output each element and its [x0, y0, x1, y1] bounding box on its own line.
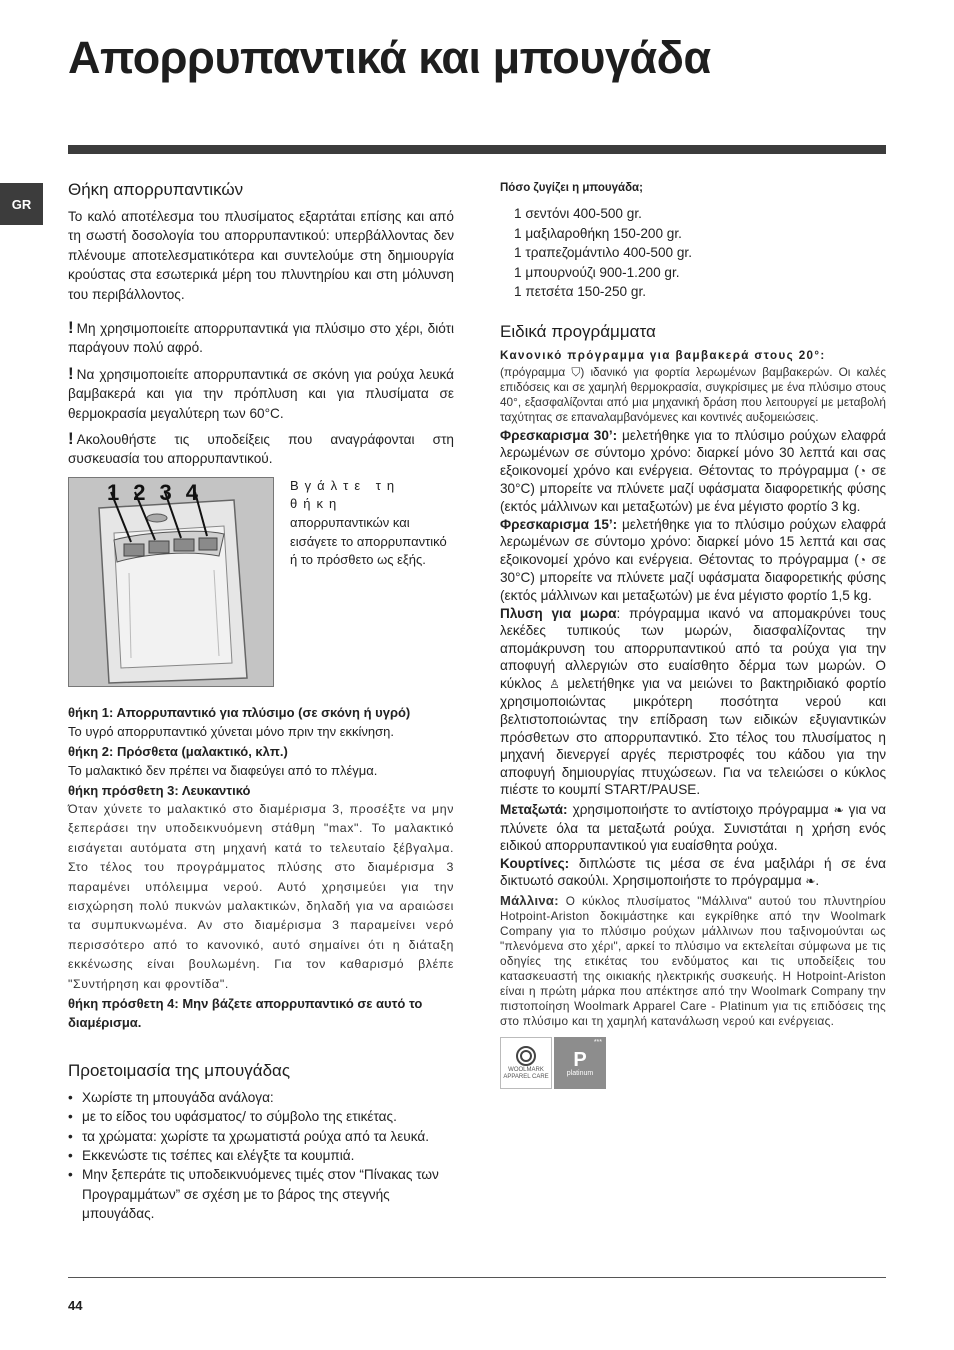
figure-label-3: 3 [159, 479, 172, 505]
curtain-icon: ❧ [805, 874, 816, 889]
compartment-1-title: θήκη 1: Απορρυπαντικό για πλύσιμο (σε σκόνη ή υγρό) [68, 704, 411, 720]
silk-icon: ❧ [833, 803, 844, 818]
baby-icon: ♙ [549, 676, 560, 691]
detergent-drawer-heading: Θήκη απορρυπαντικών [68, 180, 244, 199]
compartment-3-text: Όταν χύνετε το μαλακτικό στο διαμέρισμα 3, προσέξτε να μην ξεπεράσει την υποδεικνυόμενη στάθμη "max". Το μαλακτικό εισάγεται αυτόματα στη μηχανή κατά το τελευταίο ξέβγαλμα. Στο τέλος του προγράμματος πλύσης στο διαμέρισμα 3 παραμένει υπόλειμμα νερού. Αυτό χρησιμεύει για την εισχώρηση πολύ πυκνών μαλακτικών, δηλαδή για να αραιώσει τα συμπυκνωμένα. Αν στο διαμέρισμα 3 παραμείνει νερό περισσότερο από το κανονικό, αυτό σημαίνει ότι η διάταξη εκκένωσης είναι βουλωμένη. Για τον καθαρισμό βλέπε "Συντήρηση και φροντίδα". [68, 801, 454, 991]
laundry-prep-list [68, 1088, 454, 1224]
drawer-figure-row [68, 477, 454, 687]
fresh30-program: Φρεσκαρισμα 30’: μελετήθηκε για το πλύσιμο ρούχων ελαφρά λερωμένων σε σύντομο χρόνο: διαρκεί μόνο 30 λεπτά και σας εξοικονομεί χρόνο και ενέργεια. Θέτοντας το πρόγραμμα (◔ σε 30°C) μπορείτε να πλύνετε μαζί υφάσματα διαφορετικής φύσης (εκτός μάλλινων και μεταξωτών) με ένα μέγιστο φορτίο 3 kg. [500, 427, 887, 514]
fresh15-program: Φρεσκαρισμα 15’: μελετήθηκε για το πλύσιμο ρούχων ελαφρά λερωμένων σε σύντομο χρόνο: διαρκεί μόνο 15 λεπτά και σας εξοικονομεί χρόνο και ενέργεια. Θέτοντας το πρόγραμμα (◔ σε 30°C) μπορείτε να πλύνετε μαζί υφάσματα διαφορετικής φύσης (εκτός μάλλινων και μεταξωτών) με ένα μέγιστο φορτίο 1,5 kg. [500, 516, 887, 603]
woolmark-logo: WOOLMARK APPAREL CARE [500, 1037, 552, 1089]
warning-3: ! Ακολουθήστε τις υποδείξεις που αναγράφονται στη συσκευασία του απορρυπαντικού. [68, 429, 454, 467]
figure-label-2: 2 [133, 479, 146, 505]
wool-program: Μάλλινα: Ο κύκλος πλυσίματος "Μάλλινα" αυτού του πλυντηρίου Hotpoint-Ariston δοκιμάστηκε και εγκρίθηκε από την Woolmark Company για το πλύσιμο ρούχων μάλλινων που ταξινομούνται ως "πλενόμενα στο χέρι", αρκεί το πλύσιμο να εκτελείται σύμφωνα με τις οδηγίες της ετικέτας του ενδύματος και τις υποδείξεις του κατασκευαστή της οικιακής ηλεκτρικής συσκευής. Η Hotpoint-Ariston είναι η πρώτη μάρκα που απέκτησε από την Woolmark Company την πιστοποίηση Woolmark Apparel Care - Platinum για τις επιδόσεις της στο πλύσιμο και τη χαμηλή κατανάλωση νερού και ενέργειας. [500, 893, 886, 1028]
certification-logos [500, 1037, 886, 1089]
silk-program: Μεταξωτά: χρησιμοποιήστε το αντίστοιχο πρόγραμμα ❧ για να πλύνετε όλα τα μεταξωτά ρούχα. Συνιστάται η χρήση ενός ειδικού απορρυπαντικού για ευαίσθητα ρούχα. [500, 802, 886, 854]
list-item: 1 τραπεζομάντιλο 400-500 gr. [514, 245, 692, 261]
warning-2: ! Να χρησιμοποιείτε απορρυπαντικά σε σκόνη για ρούχα λευκά βαμβακερά και για την πρόπλυση και για πλυσίματα σε θερμοκρασία μεγαλύτερη των 60°C. [68, 363, 454, 421]
laundry-prep-heading: Προετοιμασία της μπουγάδας [68, 1060, 291, 1080]
baby-program: Πλυση για μωρα: πρόγραμμα ικανό να απομακρύνει τους λεκέδες τυπικούς των μωρών, διασφαλίζοντας την απομάκρυνση του απορρυπαντικού από τα ρούχα για την αποφυγή αλλεργιών στο ευαίσθητο δέρμα των μωρών. Ο κύκλος ♙ μελετήθηκε για να μειώνει το βακτηριδιακό φορτίο χρησιμοποιώντας μικρότερη ποσότητα νερού και βελτιστοποιώντας την επίδραση των ειδικών εξυγιαντικών πρόσθετων στο απορρυπαντικό. Στο τέλος του πλυσίματος η μηχανή διενεργεί αργές περιστροφές του κάδου για την αποφυγή δημιουργίας πτυχώσεων. Για να τελειώσει ο κύκλος πιέστε το κουμπί START/PAUSE. [500, 605, 887, 798]
figure-caption: Βγάλτε τη θήκη απορρυπαντικών και εισάγετε το απορρυπαντικό ή το πρόσθετο ως εξής. [290, 477, 447, 568]
compartment-1-text: Το υγρό απορρυπαντικό χύνεται μόνο πριν την εκκίνηση. [68, 724, 395, 740]
list-item: 1 μπουρνούζι 900-1.200 gr. [514, 264, 680, 280]
warning-icon: ! [68, 318, 74, 338]
compartment-4-title: θήκη πρόσθετη 4: Μην βάζετε απορρυπαντικό σε αυτό το διαμέρισμα. [68, 995, 423, 1031]
fresh-icon: ◔ [858, 463, 866, 478]
list-item: • τα χρώματα: χωρίστε τα χρωματιστά ρούχα από τα λευκά. [68, 1127, 454, 1146]
list-item: • Εκκενώστε τις τσέπες και ελέγξτε τα κουμπιά. [68, 1146, 454, 1165]
list-item: • Χωρίστε τη μπουγάδα ανάλογα: [68, 1088, 454, 1107]
weights-list [500, 204, 886, 302]
warning-1: ! Μη χρησιμοποιείτε απορρυπαντικά για πλύσιμο στο χέρι, διότι παράγουν πολύ αφρό. [68, 318, 454, 356]
page-title: Απορρυπαντικά και μπουγάδα [68, 32, 711, 83]
figure-label-4: 4 [185, 479, 198, 505]
figure-label-1: 1 [107, 479, 120, 505]
special-programs-heading: Ειδικά προγράμματα [500, 321, 656, 341]
warning-icon: ! [68, 429, 74, 449]
drawer-illustration [69, 478, 274, 687]
list-item: • Μην ξεπεράτε τις υποδεικνυόμενες τιμές στον “Πίνακας των Προγραμμάτων” σε σχέση με το βάρος της στεγνής μπουγάδας. [68, 1165, 454, 1223]
detergent-intro: Το καλό αποτέλεσμα του πλυσίματος εξαρτάται επίσης και από τη σωστή δοσολογία του απορρυπαντικού: υπερβάλλοντας δεν πλένουμε αποτελεσματικότερα και συντελούμε στη δημιουργία κρούστας στα εσωτερικά μέρη του πλυντηρίου και στη μόλυνση του περιβάλλοντος. [68, 209, 454, 302]
list-item: 1 πετσέτα 150-250 gr. [514, 284, 646, 300]
curtain-program: Κουρτίνες: διπλώστε τις μέσα σε ένα μαξιλάρι ή σε ένα δικτυωτό σακούλι. Χρησιμοποιήστε το πρόγραμμα ❧. [500, 855, 886, 891]
left-column [68, 180, 454, 1224]
list-item: 1 μαξιλαροθήκη 150-200 gr. [514, 225, 682, 241]
footer-rule [68, 1277, 886, 1278]
fresh-icon: ◔ [858, 552, 866, 567]
list-item: 1 σεντόνι 400-500 gr. [514, 206, 642, 221]
cotton-icon: ⛉ [571, 364, 581, 379]
page-number: 44 [68, 1298, 83, 1313]
warning-icon: ! [68, 363, 74, 383]
language-tab: GR [0, 183, 43, 225]
right-column [500, 182, 886, 1089]
title-rule [68, 145, 886, 154]
woolmark-icon [515, 1045, 537, 1067]
cotton20-program: Κανονικό πρόγραμμα για βαμβακερά στους 20°: (πρόγραμμα ⛉) ιδανικό για φορτία λερωμένων βαμβακερών. Οι καλές επιδόσεις και σε χαμηλή θερμοκρασία, συγκρίσιμες με ένα πλύσιμο στους 40°, εξασφαλίζονται από μια μηχανική δράση που λειτουργεί με μεταβολή ταχύτητας σε επαναλαμβανόμενες και κοντινές αυξομειώσεις. [500, 348, 886, 424]
platinum-logo: *** P platinum [554, 1037, 606, 1089]
weights-title: Πόσο ζυγίζει η μπουγάδα; [500, 182, 643, 194]
compartment-2-title: θήκη 2: Πρόσθετα (μαλακτικό, κλπ.) [68, 743, 288, 759]
list-item: • με το είδος του υφάσματος/ το σύμβολο της ετικέτας. [68, 1107, 454, 1126]
compartment-2-text: Το μαλακτικό δεν πρέπει να διαφεύγει από το πλέγμα. [68, 763, 378, 779]
figure-labels [107, 480, 198, 506]
drawer-figure [68, 477, 274, 687]
compartment-3-title: θήκη πρόσθετη 3: Λευκαντικό [68, 782, 251, 798]
